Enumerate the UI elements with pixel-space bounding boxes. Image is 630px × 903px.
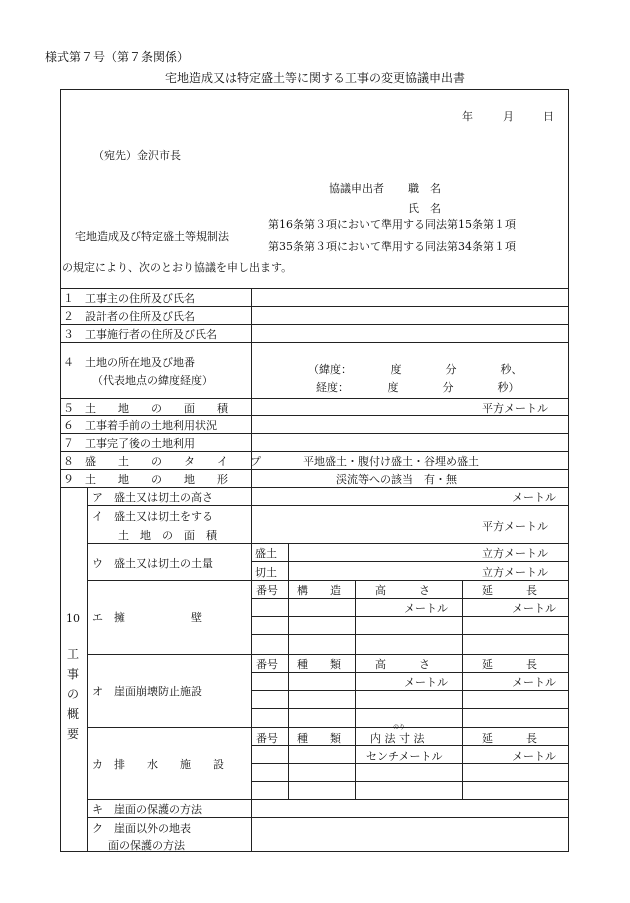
- col-length: 延 長: [482, 658, 537, 671]
- cut-volume-label: 切土: [255, 566, 277, 579]
- wall-height-unit: メートル: [404, 602, 448, 615]
- longitude-field[interactable]: 経度： 度 分 秒）: [316, 381, 520, 394]
- terrain-options[interactable]: 渓流等への該当 有・無: [336, 473, 457, 486]
- outline-label: 工事の概要: [66, 647, 79, 741]
- row-future-use-label: ７ 工事完了後の土地利用: [63, 437, 195, 450]
- earthwork-area-label-2: 土 地 の 面 積: [118, 529, 217, 542]
- row-fill-type-label: ８ 盛 土 の タ イ プ: [63, 455, 261, 468]
- row-location-label: ４ 土地の所在地及び地番: [63, 356, 195, 369]
- col-number: 番号: [256, 658, 278, 671]
- page-title: 宅地造成又は特定盛土等に関する工事の変更協議申出書: [164, 71, 465, 85]
- applicant-name[interactable]: 氏 名: [408, 202, 441, 215]
- cut-volume-unit: 立方メートル: [482, 566, 548, 579]
- slope-surface-method-label: キ 崖面の保護の方法: [92, 803, 202, 816]
- col-structure: 構 造: [297, 584, 341, 597]
- slope-protection-facility-label: オ 崖面崩壊防止施設: [92, 685, 202, 698]
- col-length: 延 長: [482, 732, 537, 745]
- form-number: 様式第７号（第７条関係）: [45, 50, 190, 64]
- row-terrain-label: ９ 土 地 の 地 形: [63, 473, 228, 486]
- law-suffix: の規定により、次のとおり協議を申し出ます。: [62, 261, 293, 274]
- outline-number: 10: [66, 612, 80, 625]
- col-number: 番号: [256, 732, 278, 745]
- earthwork-area-unit: 平方メートル: [482, 520, 548, 533]
- fill-type-options[interactable]: 平地盛土・腹付け盛土・谷埋め盛土: [303, 455, 479, 468]
- law-prefix: 宅地造成及び特定盛土等規制法: [75, 230, 229, 243]
- wall-length-unit: メートル: [512, 602, 556, 615]
- row-owner-label: １ 工事主の住所及び氏名: [63, 292, 195, 305]
- addressee: （宛先）金沢市長: [93, 149, 181, 162]
- fill-volume-unit: 立方メートル: [482, 547, 548, 560]
- col-number: 番号: [256, 584, 278, 597]
- latitude-field[interactable]: （緯度： 度 分 秒、: [308, 363, 523, 376]
- col-length: 延 長: [482, 584, 537, 597]
- col-inner-dimension: 内 法 寸 法: [370, 732, 425, 745]
- applicant-label: 協議申出者: [329, 182, 384, 195]
- row-area-label: ５ 土 地 の 面 積: [63, 402, 228, 415]
- inner-dimension-ruby: のり: [393, 724, 406, 731]
- facility-height-unit: メートル: [404, 676, 448, 689]
- date-day[interactable]: 日: [543, 110, 554, 123]
- col-kind: 種 類: [297, 732, 341, 745]
- earthwork-area-label: イ 盛土又は切土をする: [92, 510, 213, 523]
- other-surface-method-label: ク 崖面以外の地表: [92, 822, 191, 835]
- row-current-use-label: ６ 工事着手前の土地利用状況: [63, 419, 217, 432]
- col-height: 高 さ: [375, 658, 430, 671]
- height-unit: メートル: [512, 491, 556, 504]
- drainage-facility-label: カ 排 水 施 設: [92, 758, 224, 771]
- retaining-wall-label: エ 擁 壁: [92, 611, 202, 624]
- fill-volume-label: 盛土: [255, 547, 277, 560]
- row-contractor-label: ３ 工事施行者の住所及び氏名: [63, 328, 217, 341]
- facility-length-unit: メートル: [512, 676, 556, 689]
- height-label: ア 盛土又は切土の高さ: [92, 491, 213, 504]
- date-month[interactable]: 月: [503, 110, 514, 123]
- area-unit: 平方メートル: [482, 402, 548, 415]
- col-kind: 種 類: [297, 658, 341, 671]
- law-clause-1[interactable]: 第16条第３項において準用する同法第15条第１項: [268, 218, 516, 231]
- col-height: 高 さ: [375, 584, 430, 597]
- row-location-sub: （代表地点の緯度経度）: [92, 374, 213, 387]
- row-designer-label: ２ 設計者の住所及び氏名: [63, 310, 195, 323]
- drain-size-unit: センチメートル: [366, 750, 443, 763]
- applicant-position[interactable]: 職 名: [408, 182, 441, 195]
- drain-length-unit: メートル: [512, 750, 556, 763]
- law-clause-2[interactable]: 第35条第３項において準用する同法第34条第１項: [268, 240, 516, 253]
- volume-label: ウ 盛土又は切土の土量: [92, 557, 213, 570]
- other-surface-method-label-2: 面の保護の方法: [108, 839, 185, 852]
- date-year[interactable]: 年: [462, 110, 473, 123]
